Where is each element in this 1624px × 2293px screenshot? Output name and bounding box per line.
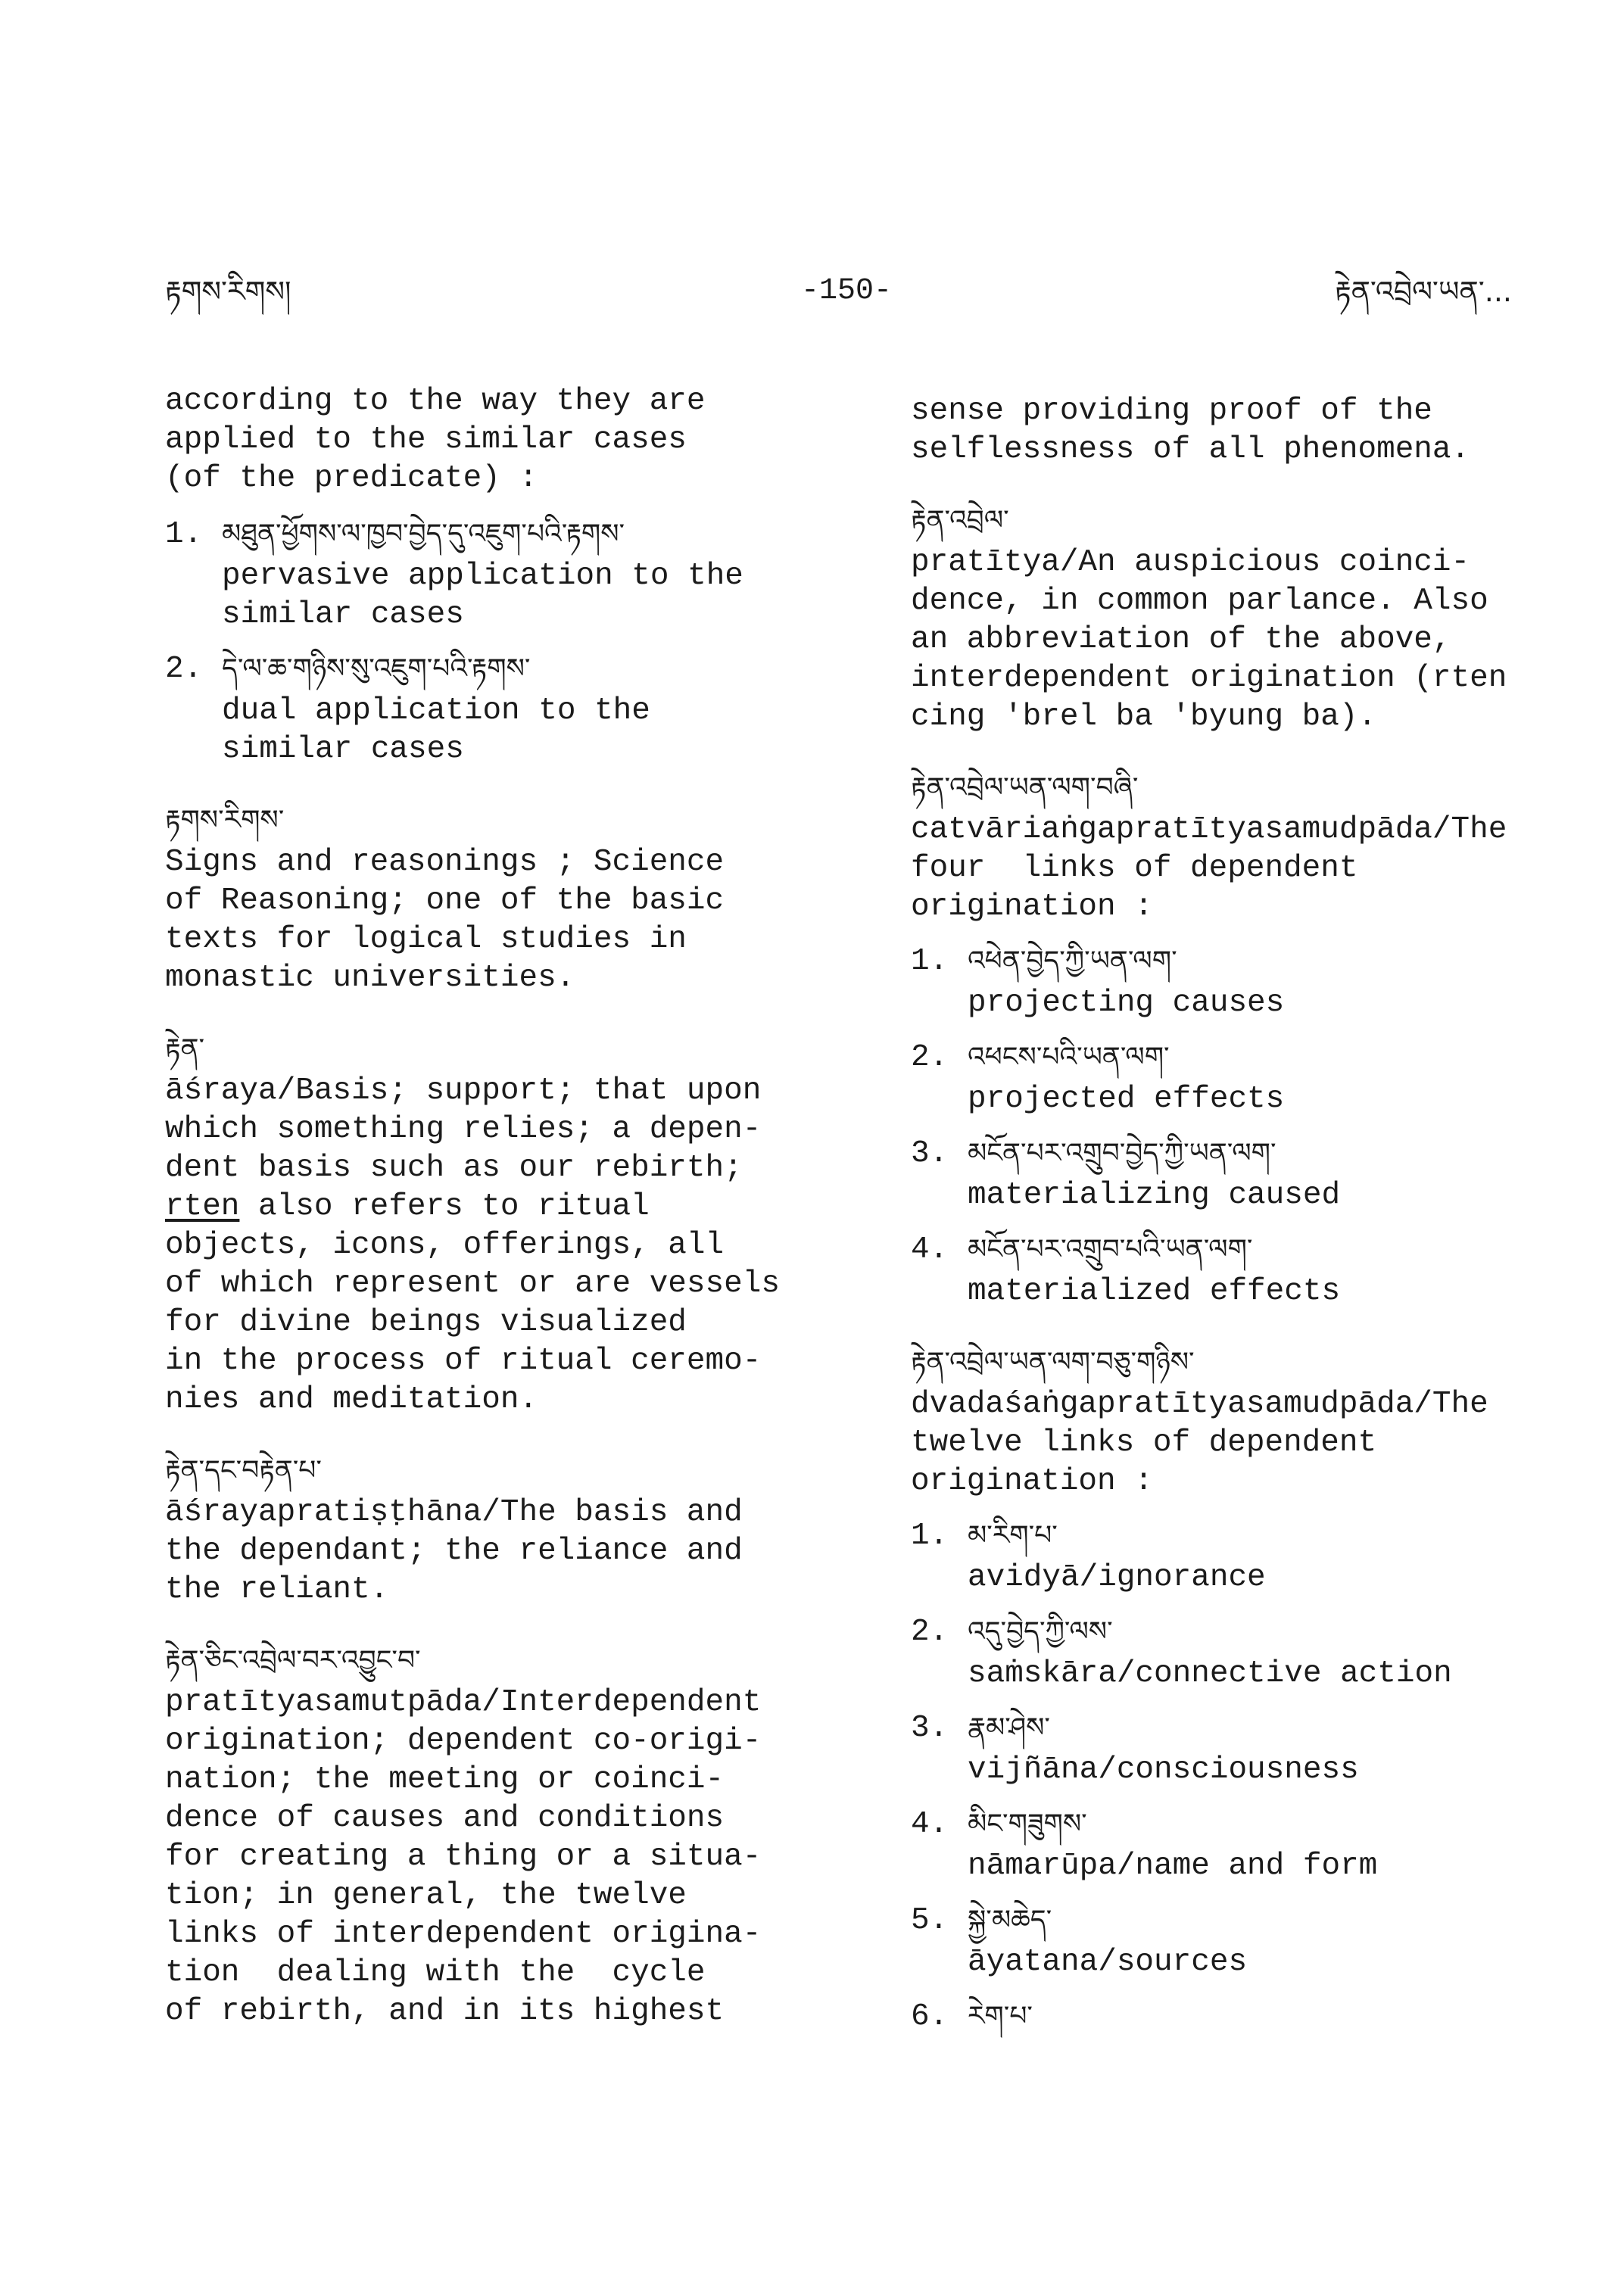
- tibetan-term: རྣམ་ཤེས་: [968, 1712, 1050, 1743]
- headword-tibetan: རྟེན་འབྲེལ་: [911, 505, 1009, 536]
- page-number: -150-: [801, 274, 893, 308]
- entry-rten-dang-brten-pa: [165, 1448, 831, 1609]
- item-number: 4.: [911, 1807, 949, 1842]
- entry-continuation: [165, 382, 831, 498]
- body-line: similar cases: [222, 597, 464, 632]
- body-line: applied to the similar cases: [165, 422, 687, 457]
- body-line: nation; the meeting or coinci-: [165, 1762, 725, 1797]
- body-line: tion dealing with the cycle: [165, 1955, 706, 1990]
- body-line: for creating a thing or a situa-: [165, 1840, 762, 1874]
- list-item: [911, 1802, 1547, 1886]
- list-item: [165, 646, 831, 769]
- body-line: dual application to the: [222, 693, 650, 728]
- headword-tibetan: རྟེན་: [165, 1033, 205, 1064]
- entry-rten-cing-brel-bar-byung-ba: [165, 1638, 831, 2031]
- list-item: [911, 1898, 1547, 1982]
- entry-continuation: [911, 392, 1547, 469]
- body-line: materialized effects: [968, 1274, 1341, 1309]
- body-line: for divine beings visualized: [165, 1305, 687, 1340]
- body-line: nies and meditation.: [165, 1382, 538, 1417]
- tibetan-term: དེ་ལ་ཆ་གཉིས་སུ་འཇུག་པའི་རྟགས་: [222, 653, 531, 684]
- item-number: 1.: [165, 517, 203, 552]
- body-line: four links of dependent: [911, 851, 1358, 886]
- entry-rten-brel: [911, 498, 1547, 737]
- tibetan-term: རེག་པ་: [968, 2001, 1033, 2032]
- item-number: 1.: [911, 944, 949, 979]
- body-line: pervasive application to the: [222, 559, 743, 594]
- entry-twelve-links: [911, 1340, 1547, 2039]
- body-line: interdependent origination (rten: [911, 661, 1507, 696]
- entry-rten: [165, 1027, 831, 1419]
- body-line: dence, in common parlance. Also: [911, 584, 1488, 618]
- item-number: 2.: [165, 652, 203, 687]
- tibetan-term: མིང་གཟུགས་: [968, 1809, 1087, 1840]
- tibetan-term: མངོན་པར་འགྲུབ་བྱེད་ཀྱི་ཡན་ལག་: [968, 1138, 1276, 1169]
- body-line: which something relies; a depen-: [165, 1112, 762, 1147]
- item-number: 3.: [911, 1711, 949, 1746]
- body-line: of which represent or are vessels: [165, 1266, 780, 1301]
- body-line: projecting causes: [968, 986, 1285, 1020]
- body-line: avidyā/ignorance: [968, 1560, 1266, 1595]
- body-line: āyatana/sources: [968, 1945, 1248, 1980]
- body-line: dence of causes and conditions: [165, 1801, 725, 1836]
- body-line: catvāriaṅgapratītyasamudpāda/The: [911, 812, 1507, 847]
- left-column: [165, 382, 831, 2031]
- body-line: Signs and reasonings ; Science: [165, 845, 725, 880]
- tibetan-term: མངོན་པར་འགྲུབ་པའི་ཡན་ལག་: [968, 1234, 1253, 1265]
- list-item: [911, 1609, 1547, 1693]
- item-number: 2.: [911, 1040, 949, 1075]
- item-number: 5.: [911, 1903, 949, 1938]
- header-left-tibetan: རྟགས་རིགས།: [165, 275, 291, 308]
- list-item: [911, 1994, 1547, 2039]
- item-number: 1.: [911, 1519, 949, 1553]
- body-line: dvadaśaṅgapratītyasamudpāda/The: [911, 1387, 1488, 1422]
- tibetan-term: འཕངས་པའི་ཡན་ལག་: [968, 1042, 1170, 1073]
- body-line: similar cases: [222, 732, 464, 767]
- entry-signs-reasonings: [165, 798, 831, 998]
- right-column: [911, 392, 1547, 2039]
- list-item: [911, 1227, 1547, 1311]
- item-number: 3.: [911, 1136, 949, 1171]
- headword-tibetan: རྟེན་ཅིང་འབྲེལ་བར་འབྱུང་བ་: [165, 1645, 421, 1676]
- body-line: pratītya/An auspicious coinci-: [911, 545, 1470, 580]
- body-line: pratītyasamutpāda/Interdependent: [165, 1685, 762, 1720]
- body-line: tion; in general, the twelve: [165, 1878, 687, 1913]
- body-line: of Reasoning; one of the basic: [165, 883, 725, 918]
- body-line: according to the way they are: [165, 384, 706, 419]
- body-line-rest: also refers to ritual: [239, 1189, 650, 1224]
- header-right-tibetan: རྟེན་འབྲེལ་ཡན་...: [1335, 275, 1512, 308]
- body-line: materializing caused: [968, 1178, 1341, 1213]
- body-line: sense providing proof of the: [911, 394, 1432, 428]
- body-line: the dependant; the reliance and: [165, 1534, 743, 1569]
- tibetan-term: འཕེན་བྱེད་ཀྱི་ཡན་ལག་: [968, 946, 1177, 977]
- tibetan-term: སྐྱེ་མཆེད་: [968, 1905, 1052, 1936]
- list-item: [911, 939, 1547, 1023]
- tibetan-term: མ་རིག་པ་: [968, 1520, 1058, 1551]
- body-line: of rebirth, and in its highest: [165, 1994, 725, 2029]
- body-line: āśraya/Basis; support; that upon: [165, 1073, 762, 1108]
- body-line: objects, icons, offerings, all: [165, 1228, 725, 1263]
- item-number: 2.: [911, 1615, 949, 1650]
- body-line: vijñāna/consciousness: [968, 1752, 1359, 1787]
- body-line: (of the predicate) :: [165, 461, 538, 496]
- tibetan-term: མཐུན་ཕྱོགས་ལ་ཁྱབ་བྱེད་དུ་འཇུག་པའི་རྟགས་: [222, 519, 625, 550]
- headword-tibetan: རྟགས་རིགས་: [165, 805, 285, 836]
- body-line: saṁskāra/connective action: [968, 1656, 1452, 1691]
- list-item: [911, 1035, 1547, 1119]
- body-line: origination :: [911, 1464, 1153, 1499]
- tibetan-term: འདུ་བྱེད་ཀྱི་ལས་: [968, 1616, 1113, 1647]
- body-line: texts for logical studies in: [165, 922, 687, 957]
- body-line: nāmarūpa/name and form: [968, 1849, 1378, 1883]
- page-header: [0, 269, 1624, 314]
- headword-tibetan: རྟེན་དང་བརྟེན་པ་: [165, 1455, 322, 1486]
- body-line: origination; dependent co-origi-: [165, 1724, 762, 1759]
- list-item: [165, 512, 831, 634]
- body-line: twelve links of dependent: [911, 1425, 1377, 1460]
- headword-tibetan: རྟེན་འབྲེལ་ཡན་ལག་བཞི་: [911, 772, 1139, 803]
- list-item: [911, 1706, 1547, 1790]
- list-item: [911, 1513, 1547, 1597]
- body-line: selflessness of all phenomena.: [911, 432, 1470, 467]
- item-number: 4.: [911, 1232, 949, 1267]
- entry-four-links: [911, 765, 1547, 1311]
- underlined-term: rten: [165, 1189, 240, 1224]
- body-line: projected effects: [968, 1082, 1285, 1117]
- body-line: links of interdependent origina-: [165, 1917, 762, 1952]
- list-item: [911, 1131, 1547, 1215]
- body-line: monastic universities.: [165, 961, 575, 995]
- body-line: dent basis such as our rebirth;: [165, 1151, 743, 1185]
- body-line: āśrayapratiṣṭhāna/The basis and: [165, 1495, 743, 1530]
- body-line-with-underline: [165, 1188, 831, 1226]
- headword-tibetan: རྟེན་འབྲེལ་ཡན་ལག་བཅུ་གཉིས་: [911, 1347, 1195, 1378]
- item-number: 6.: [911, 1999, 949, 2034]
- body-line: cing 'brel ba 'byung ba).: [911, 699, 1377, 734]
- body-line: an abbreviation of the above,: [911, 622, 1451, 657]
- body-line: origination :: [911, 889, 1153, 924]
- body-line: in the process of ritual ceremo-: [165, 1344, 762, 1379]
- body-line: the reliant.: [165, 1572, 389, 1607]
